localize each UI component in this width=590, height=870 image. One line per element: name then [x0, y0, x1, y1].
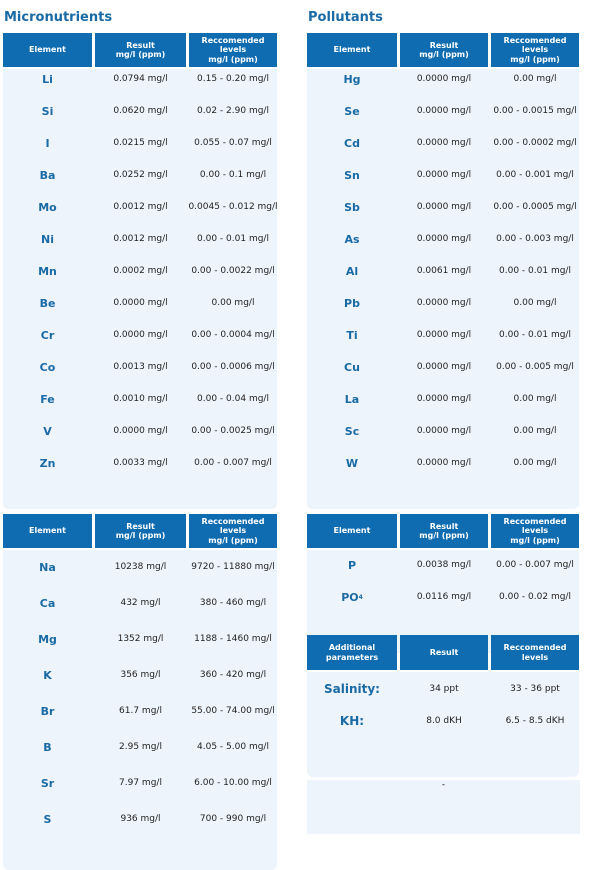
element-symbol-text: Li [42, 72, 53, 86]
element-symbol [307, 133, 397, 153]
recommended-value: 0.00 - 0.003 mg/l [496, 234, 574, 244]
table-row [3, 389, 277, 409]
table-row [307, 389, 579, 409]
element-symbol-text: Cd [344, 136, 360, 150]
recommended-value: 0.00 - 0.007 mg/l [194, 458, 272, 468]
element-symbol [307, 357, 397, 377]
element-symbol-text: K [43, 668, 52, 682]
result-value: 34 ppt [429, 684, 459, 694]
recommended-value: 0.00 - 0.01 mg/l [197, 234, 269, 244]
element-symbol [3, 773, 92, 793]
micronutrients-title: Micronutrients [4, 10, 113, 25]
table-row [3, 357, 277, 377]
result-value: 7.97 mg/l [119, 778, 162, 788]
element-symbol-text: Sb [344, 200, 360, 214]
column-header: Element [307, 514, 397, 548]
result-value: 2.95 mg/l [119, 742, 162, 752]
column-header: Result [400, 635, 488, 670]
element-symbol-text: B [43, 740, 52, 754]
column-header: Element [3, 514, 92, 548]
element-symbol-text: Sr [40, 776, 55, 790]
table-row [307, 261, 579, 281]
recommended-value: 360 - 420 mg/l [199, 670, 267, 680]
element-symbol-text: Sc [344, 424, 360, 438]
result-value: 0.0794 mg/l [113, 74, 168, 84]
element-symbol [307, 453, 397, 473]
recommended-value: 33 - 36 ppt [510, 684, 560, 694]
recommended-value: 6.5 - 8.5 dKH [505, 716, 565, 726]
result-value: 0.0215 mg/l [113, 138, 168, 148]
column-header: Result mg/l (ppm) [400, 33, 488, 67]
column-header: Reccomended levels mg/l (ppm) [491, 514, 579, 548]
element-symbol-text: Co [39, 360, 56, 374]
recommended-value: 0.00 - 0.005 mg/l [496, 362, 574, 372]
element-symbol [3, 629, 92, 649]
result-value: 0.0012 mg/l [113, 234, 168, 244]
table-row [307, 587, 579, 607]
element-symbol [3, 665, 92, 685]
table-row [307, 165, 579, 185]
table-row [3, 69, 277, 89]
result-value: 8.0 dKH [426, 716, 462, 726]
table-row [3, 197, 277, 217]
nutrients-table [307, 514, 579, 653]
result-value: 0.0000 mg/l [416, 170, 472, 180]
recommended-value: 0.00 - 0.01 mg/l [499, 266, 571, 276]
recommended-value: 0.00 mg/l [513, 458, 557, 468]
recommended-value: 0.00 - 0.0004 mg/l [191, 330, 275, 340]
result-value: 0.0000 mg/l [416, 394, 472, 404]
element-subscript: 4 [358, 593, 363, 601]
result-value: 936 mg/l [120, 814, 161, 824]
element-symbol [307, 197, 397, 217]
element-symbol [3, 389, 92, 409]
recommended-value: 380 - 460 mg/l [199, 598, 267, 608]
column-header: Result mg/l (ppm) [95, 514, 186, 548]
element-symbol-text: Br [40, 704, 55, 718]
table-row [3, 261, 277, 281]
result-value: 0.0002 mg/l [113, 266, 168, 276]
element-symbol-text: Salinity: [324, 682, 380, 696]
table-row [307, 421, 579, 441]
element-symbol [3, 197, 92, 217]
element-symbol [3, 325, 92, 345]
element-symbol [3, 453, 92, 473]
element-symbol-text: V [43, 424, 52, 438]
table-row [307, 197, 579, 217]
element-symbol-text: Zn [39, 456, 56, 470]
table-row [307, 293, 579, 313]
table-row [307, 357, 579, 377]
element-symbol [307, 293, 397, 313]
result-value: 0.0000 mg/l [416, 74, 472, 84]
element-symbol [307, 229, 397, 249]
table-row [3, 557, 277, 577]
table-row [3, 325, 277, 345]
result-value: 0.0013 mg/l [113, 362, 168, 372]
recommended-value: 0.00 - 0.001 mg/l [496, 170, 574, 180]
element-symbol [307, 165, 397, 185]
element-symbol [3, 593, 92, 613]
element-symbol [3, 69, 92, 89]
table-row [3, 101, 277, 121]
element-symbol-text: Cr [40, 328, 55, 342]
recommended-value: 0.00 - 0.0006 mg/l [191, 362, 275, 372]
recommended-value: 0.00 mg/l [513, 74, 557, 84]
table-row [3, 665, 277, 685]
element-symbol-text: S [43, 812, 52, 826]
column-header: Element [3, 33, 92, 67]
recommended-value: 9720 - 11880 mg/l [191, 562, 275, 572]
pollutants-title: Pollutants [308, 10, 383, 25]
recommended-value: 0.00 mg/l [513, 298, 557, 308]
table-row [3, 593, 277, 613]
table-row [3, 773, 277, 793]
element-symbol-text: Pb [344, 296, 360, 310]
element-symbol-text: PO [341, 590, 359, 604]
column-header: Element [307, 33, 397, 67]
table-row [307, 711, 579, 731]
table-row [307, 679, 579, 699]
element-symbol [3, 809, 92, 829]
element-symbol [3, 293, 92, 313]
element-symbol [3, 701, 92, 721]
element-symbol [3, 737, 92, 757]
element-symbol-text: La [344, 392, 360, 406]
element-symbol-text: Al [345, 264, 359, 278]
element-symbol-text: Ca [39, 596, 56, 610]
element-symbol [307, 679, 397, 699]
result-value: 0.0000 mg/l [113, 298, 168, 308]
pollutants-table [307, 33, 579, 509]
element-symbol [307, 389, 397, 409]
element-symbol-text: Mo [38, 200, 57, 214]
recommended-value: 0.00 - 0.01 mg/l [499, 330, 571, 340]
element-symbol-text: Be [39, 296, 56, 310]
recommended-value: 0.15 - 0.20 mg/l [197, 74, 269, 84]
element-symbol-text: Se [344, 104, 360, 118]
recommended-value: 0.00 - 0.0015 mg/l [493, 106, 577, 116]
table-row [3, 701, 277, 721]
recommended-value: 0.00 - 0.0002 mg/l [493, 138, 577, 148]
element-symbol [3, 133, 92, 153]
table-row [3, 293, 277, 313]
additional-parameters-table [307, 635, 579, 777]
table-row [3, 165, 277, 185]
result-value: 10238 mg/l [114, 562, 167, 572]
element-symbol [3, 357, 92, 377]
result-value: 0.0000 mg/l [416, 234, 472, 244]
column-header: Additional parameters [307, 635, 397, 670]
recommended-value: 4.05 - 5.00 mg/l [197, 742, 269, 752]
column-header: Result mg/l (ppm) [95, 33, 186, 67]
result-value: 0.0000 mg/l [416, 202, 472, 212]
recommended-value: 6.00 - 10.00 mg/l [194, 778, 272, 788]
table-row [307, 555, 579, 575]
element-symbol-text: Ti [346, 328, 358, 342]
element-symbol [3, 101, 92, 121]
element-symbol-text: Mn [38, 264, 57, 278]
element-symbol [307, 421, 397, 441]
client-remarks-box [307, 780, 580, 834]
column-header: Result mg/l (ppm) [400, 514, 488, 548]
element-symbol-text: Si [41, 104, 54, 118]
element-symbol [3, 557, 92, 577]
recommended-value: 0.00 mg/l [513, 426, 557, 436]
result-value: 0.0000 mg/l [416, 362, 472, 372]
table-row [3, 133, 277, 153]
table-row [3, 737, 277, 757]
element-symbol [307, 69, 397, 89]
element-symbol [3, 261, 92, 281]
element-symbol-text: Cu [344, 360, 360, 374]
recommended-value: 0.00 - 0.02 mg/l [499, 592, 571, 602]
client-remarks-text: - [441, 780, 446, 790]
element-symbol-text: KH: [339, 714, 365, 728]
recommended-value: 0.055 - 0.07 mg/l [194, 138, 272, 148]
recommended-value: 0.00 mg/l [513, 394, 557, 404]
element-symbol-text: Sn [344, 168, 360, 182]
element-symbol [307, 711, 397, 731]
result-value: 0.0000 mg/l [416, 138, 472, 148]
recommended-value: 700 - 990 mg/l [199, 814, 267, 824]
column-header: Reccomended levels [491, 635, 579, 670]
element-symbol-text: I [45, 136, 50, 150]
element-symbol [3, 421, 92, 441]
recommended-value: 0.00 - 0.0005 mg/l [493, 202, 577, 212]
result-value: 0.0000 mg/l [416, 330, 472, 340]
result-value: 0.0033 mg/l [113, 458, 168, 468]
result-value: 0.0000 mg/l [416, 298, 472, 308]
result-value: 0.0012 mg/l [113, 202, 168, 212]
element-symbol [3, 165, 92, 185]
element-symbol [307, 101, 397, 121]
recommended-value: 0.00 - 0.1 mg/l [199, 170, 267, 180]
result-value: 0.0116 mg/l [416, 592, 472, 602]
result-value: 0.0000 mg/l [416, 426, 472, 436]
table-row [3, 629, 277, 649]
table-row [307, 101, 579, 121]
table-row [3, 229, 277, 249]
table-row [307, 69, 579, 89]
result-value: 356 mg/l [120, 670, 161, 680]
result-value: 432 mg/l [120, 598, 161, 608]
element-symbol-text: Mg [38, 632, 57, 646]
result-value: 0.0038 mg/l [416, 560, 472, 570]
result-value: 0.0061 mg/l [416, 266, 472, 276]
recommended-value: 1188 - 1460 mg/l [194, 634, 272, 644]
result-value: 0.0000 mg/l [113, 330, 168, 340]
element-symbol-text: As [344, 232, 360, 246]
element-symbol-text: Hg [343, 72, 361, 86]
element-symbol-text: Na [39, 560, 56, 574]
element-symbol-text: P [347, 558, 357, 572]
table-row [307, 229, 579, 249]
result-value: 0.0010 mg/l [113, 394, 168, 404]
element-symbol [307, 261, 397, 281]
result-value: 0.0252 mg/l [113, 170, 168, 180]
element-symbol [3, 229, 92, 249]
result-value: 0.0000 mg/l [416, 458, 472, 468]
column-header: Reccomended levels mg/l (ppm) [189, 33, 277, 67]
element-symbol-text: Ni [41, 232, 54, 246]
table-row [307, 453, 579, 473]
result-value: 1352 mg/l [117, 634, 164, 644]
recommended-value: 0.00 mg/l [211, 298, 255, 308]
column-header: Reccomended levels mg/l (ppm) [189, 514, 277, 548]
recommended-value: 0.0045 - 0.012 mg/l [188, 202, 278, 212]
element-symbol-text: Fe [40, 392, 55, 406]
micronutrients-table [3, 33, 277, 509]
column-header: Reccomended levels mg/l (ppm) [491, 33, 579, 67]
table-row [3, 453, 277, 473]
result-value: 61.7 mg/l [119, 706, 162, 716]
result-value: 0.0000 mg/l [113, 426, 168, 436]
table-row [3, 421, 277, 441]
recommended-value: 0.00 - 0.007 mg/l [496, 560, 574, 570]
table-row [307, 325, 579, 345]
table-row [3, 809, 277, 829]
table-row [307, 133, 579, 153]
element-symbol [307, 555, 397, 575]
recommended-value: 0.00 - 0.0022 mg/l [191, 266, 275, 276]
element-symbol-text: Ba [39, 168, 56, 182]
element-symbol-text: W [345, 456, 359, 470]
main-elements-table [3, 514, 277, 870]
element-symbol [307, 325, 397, 345]
recommended-value: 0.00 - 0.0025 mg/l [191, 426, 275, 436]
result-value: 0.0620 mg/l [113, 106, 168, 116]
recommended-value: 0.02 - 2.90 mg/l [197, 106, 269, 116]
result-value: 0.0000 mg/l [416, 106, 472, 116]
recommended-value: 55.00 - 74.00 mg/l [191, 706, 275, 716]
element-symbol [307, 587, 397, 607]
recommended-value: 0.00 - 0.04 mg/l [197, 394, 269, 404]
